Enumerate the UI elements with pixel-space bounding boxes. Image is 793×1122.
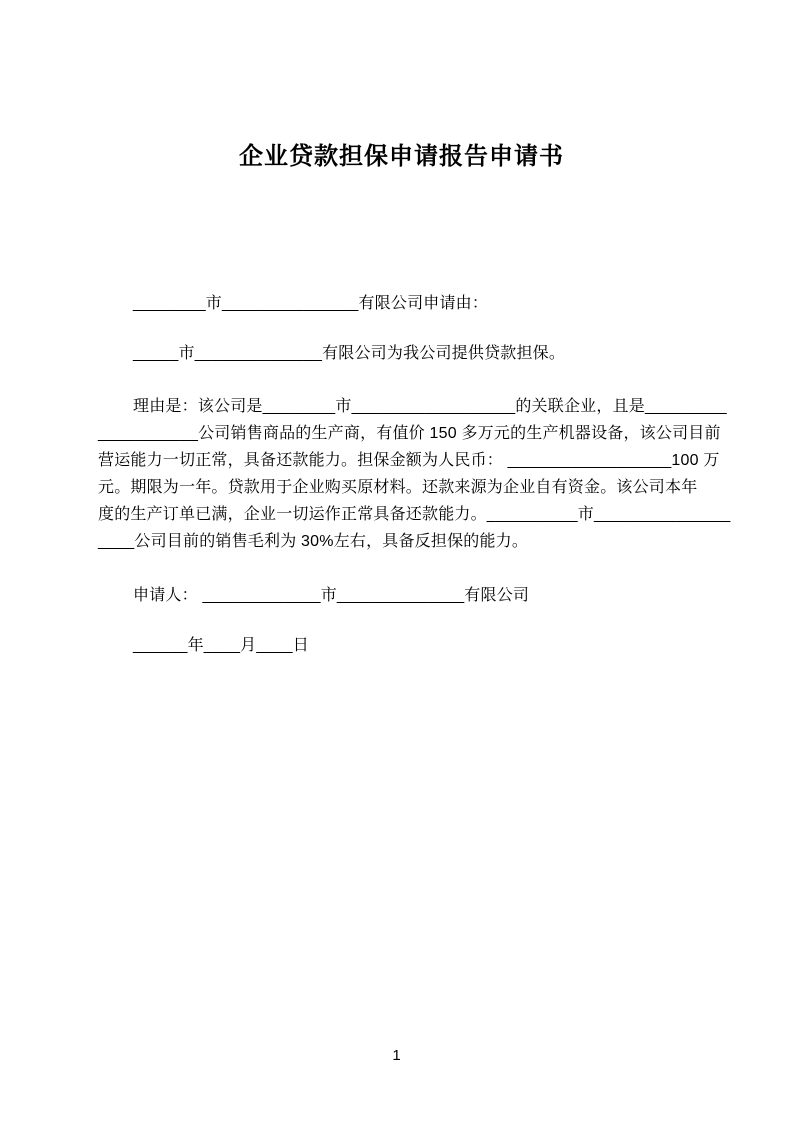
date-line: ______年____月____日 [133,637,309,654]
intro-line-applicant-company: ________市_______________有限公司申请由： [133,295,489,312]
reason-line-3: 营运能力一切正常，具备还款能力。担保金额为人民币： __________________100 万 [98,452,720,469]
intro-line-guarantor-company: _____市______________有限公司为我公司提供贷款担保。 [133,345,566,362]
reason-line-4: 元。期限为一年。贷款用于企业购买原材料。还款来源为企业自有资金。该公司本年 [98,479,698,496]
page-number: 1 [392,1047,401,1064]
applicant-signature-line: 申请人： _____________市______________有限公司 [133,587,530,604]
reason-line-1: 理由是：该公司是________市__________________的关联企业，且是_________ [133,398,727,415]
document-title: 企业贷款担保申请报告申请书 [239,143,564,170]
reason-line-5: 度的生产订单已满，企业一切运作正常具备还款能力。__________市_______________ [98,506,731,523]
reason-line-6: ____公司目前的销售毛利为 30%左右，具备反担保的能力。 [98,533,529,550]
reason-line-2: ___________公司销售商品的生产商，有值价 150 多万元的生产机器设备，该公司目前 [98,425,721,442]
reason-paragraph [98,393,731,555]
